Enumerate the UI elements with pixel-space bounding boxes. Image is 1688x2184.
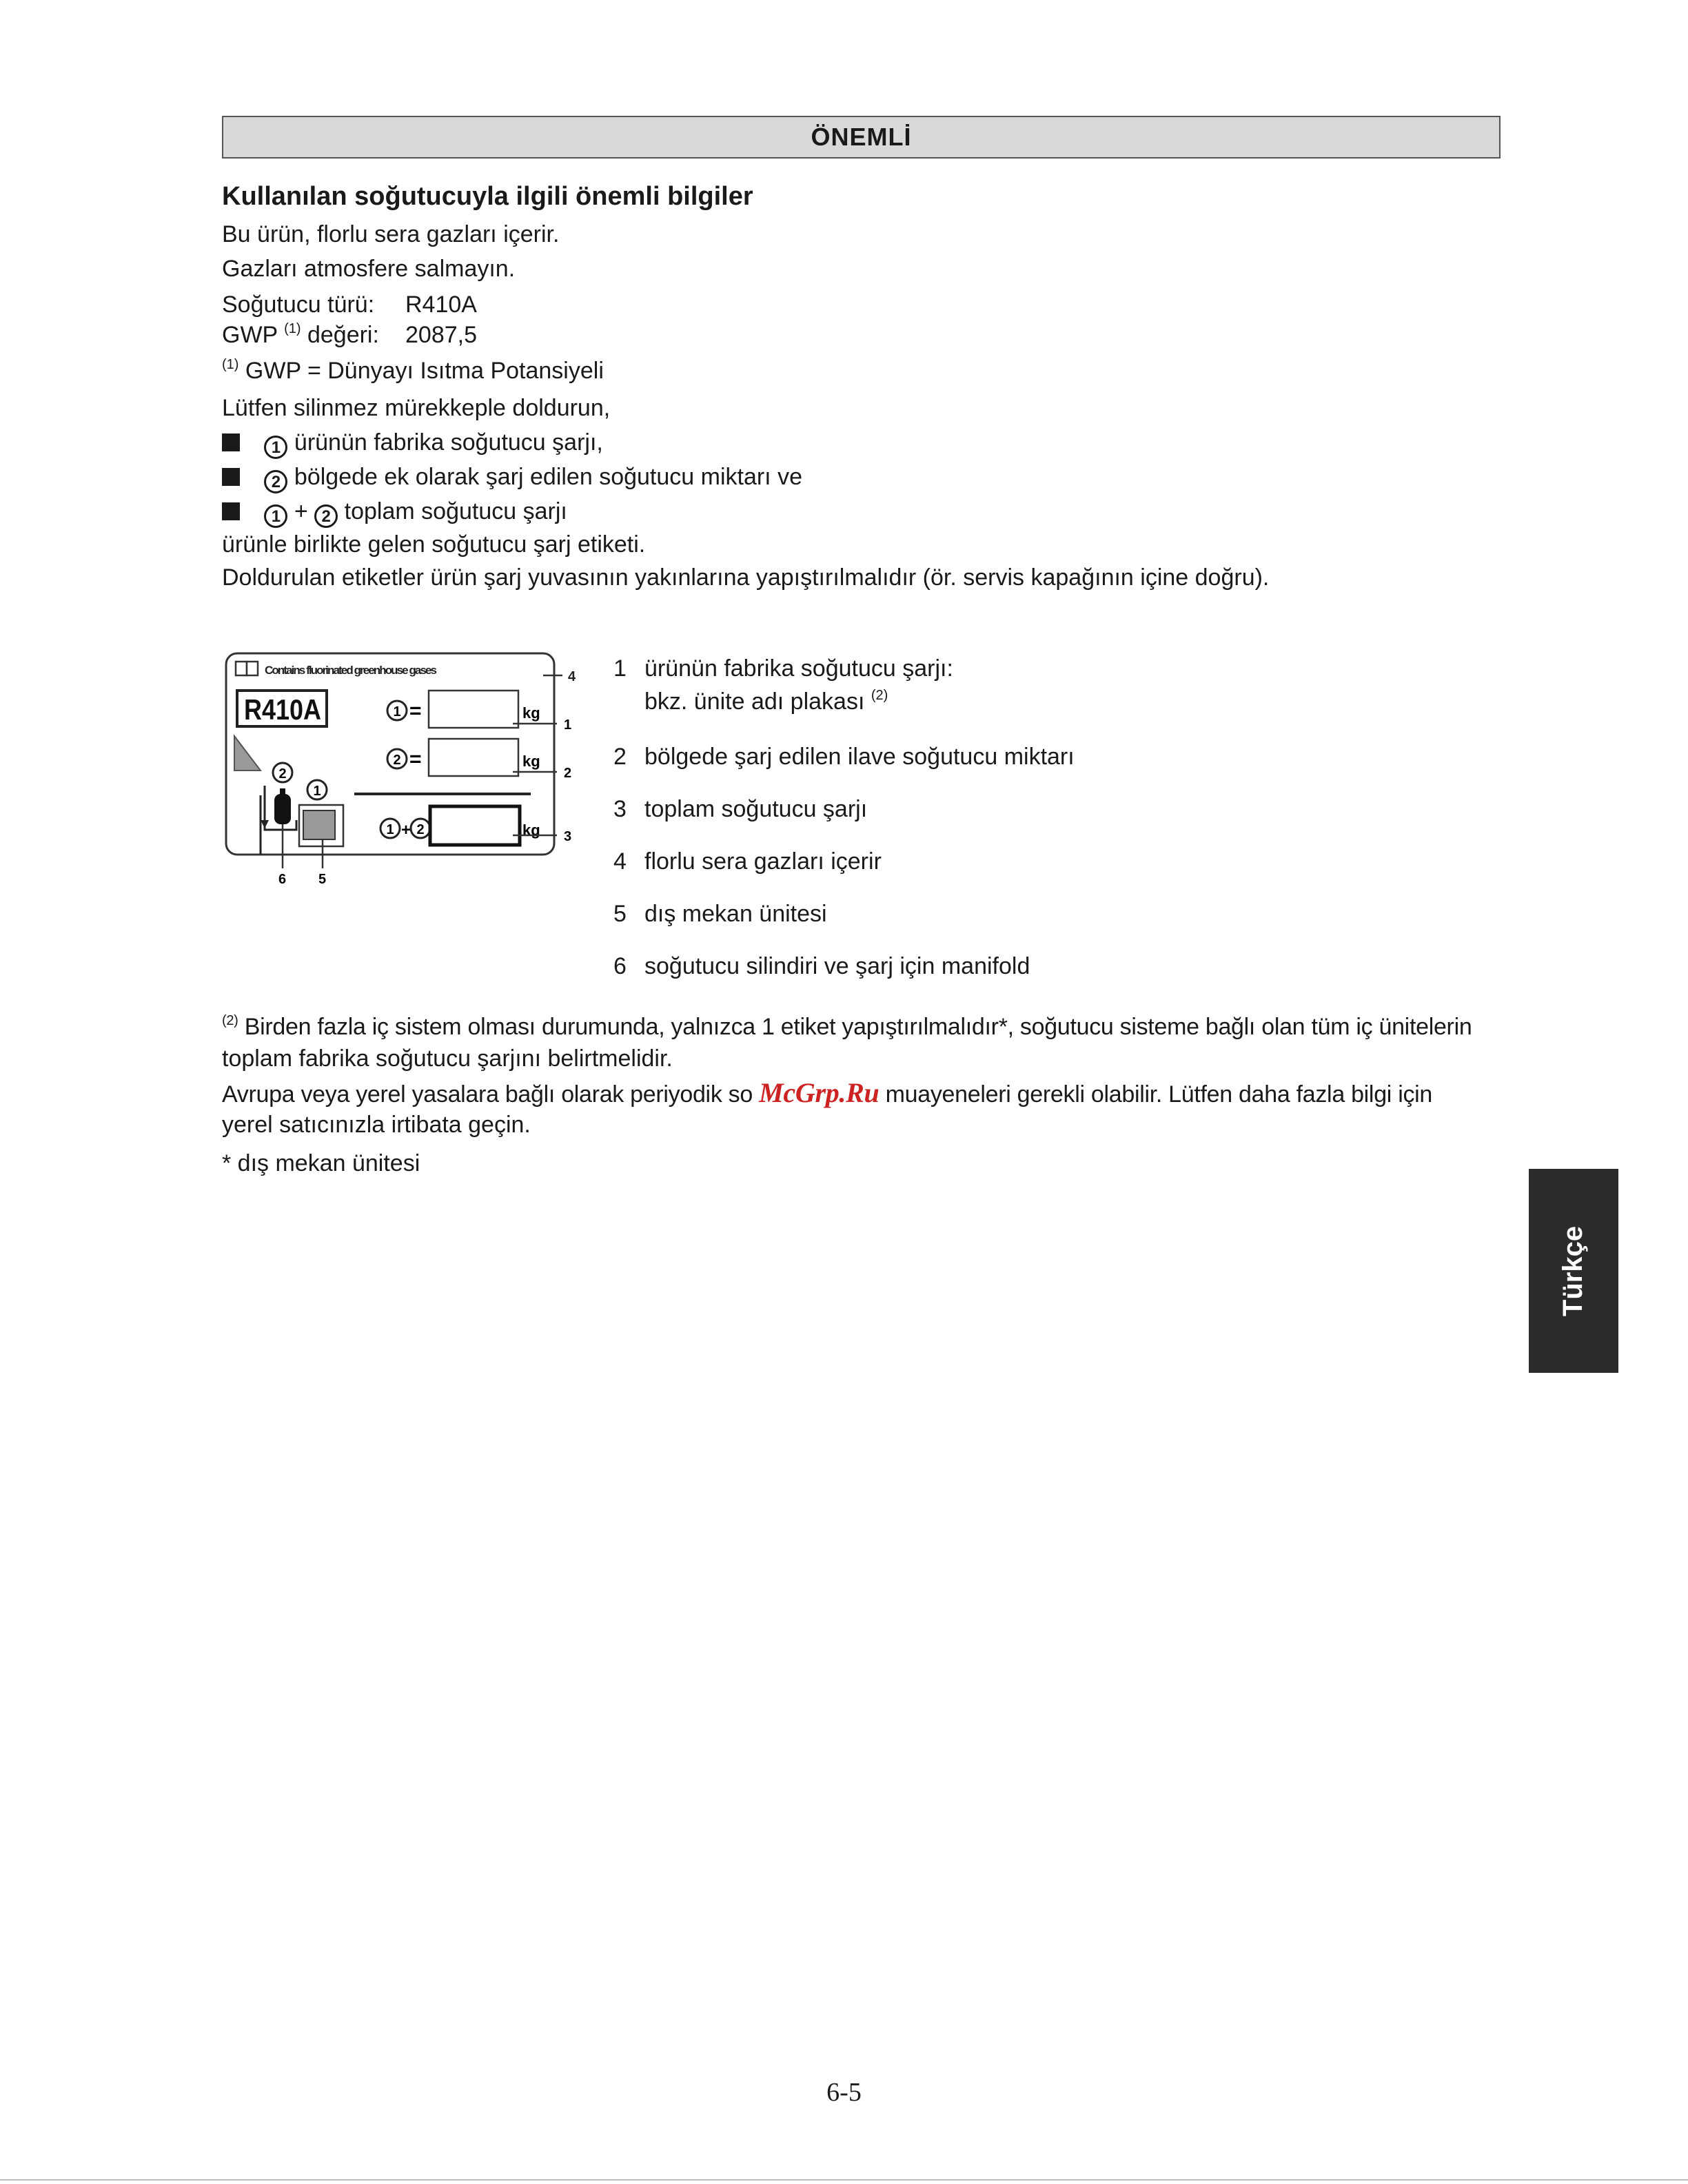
label-header-text: Contains fluorinated greenhouse gases [265,664,437,677]
bullet-3 [222,496,567,528]
callout-1: 1 [564,717,572,733]
label-circle-2c: 2 [278,766,287,782]
legend-item-5 [613,899,827,929]
label-circle-2: 2 [393,753,401,768]
total-charge-box[interactable] [430,806,520,845]
legend-text: ürünün fabrika soğutucu şarjı: [644,655,953,682]
inspection-line-1-a: Avrupa veya yerel yasalara bağlı olarak periyodik so [222,1081,753,1108]
legend-item-4 [613,846,882,877]
outdoor-unit-icon [299,805,343,846]
intro-line-2: Gazları atmosfere salmayın. [222,256,516,282]
bullet-1-text: ürünün fabrika soğutucu şarjı, [294,429,603,456]
legend-text: dış mekan ünitesi [644,901,827,927]
inspection-line-2: yerel satıcınızla irtibata geçin. [222,1112,531,1138]
label-circle-1b: 1 [386,822,394,837]
after-bullets: ürünle birlikte gelen soğutucu şarj etiketi. [222,531,646,558]
label-circle-2b: 2 [416,822,425,837]
inspection-note [222,1078,1432,1110]
callout-3: 3 [564,829,572,844]
legend-item-6 [613,951,1030,981]
label-circle-1c: 1 [313,784,321,799]
asterisk-note: * dış mekan ünitesi [222,1150,420,1176]
circled-number-2: 2 [264,470,287,493]
callout-5: 5 [318,872,327,887]
footnote-2-line-2: toplam fabrika soğutucu şarjını belirtmelidir. [222,1045,673,1072]
label-equals-2: = [409,748,422,770]
footnote-2-sup: (2) [222,1013,238,1028]
gwp-label-suffix: değeri: [307,322,379,348]
label-circle-1: 1 [393,704,401,720]
refrigerant-charge-label-figure [219,648,591,896]
language-tab-label: Türkçe [1558,1225,1589,1316]
gwp-row [222,320,477,350]
additional-charge-box[interactable] [429,739,518,776]
placement-note: Doldurulan etiketler ürün şarj yuvasının yakınlarına yapıştırılmalıdır (ör. servis kapağının içine doğru). [222,564,1270,591]
gwp-value: 2087,5 [405,322,477,348]
footnote-1 [222,356,604,386]
legend-num: 2 [613,744,627,770]
callout-6: 6 [278,872,287,887]
legend-num: 3 [613,796,627,822]
bullet-2 [222,462,802,493]
circled-number-2: 2 [314,504,338,528]
watermark: McGrp.Ru [759,1077,879,1108]
legend-item-1-sub [644,686,888,717]
bullet-2-text: bölgede ek olarak şarj edilen soğutucu miktarı ve [294,464,802,490]
refrigerant-label: Soğutucu türü: [222,292,375,318]
refrigerant-value: R410A [405,292,477,318]
label-refrigerant-type: R410A [244,693,321,726]
footnote-2-line-1: Birden fazla iç sistem olması durumunda, yalnızca 1 etiket yapıştırılmalıdır*, soğutucu sisteme bağlı olan tüm iç ünitelerin [244,1014,1472,1040]
legend-text: soğutucu silindiri ve şarj için manifold [644,953,1030,979]
legend-num: 5 [613,901,627,927]
legend-sub-sup: (2) [871,688,888,703]
bullet-1 [222,427,603,459]
legend-sub-text: bkz. ünite adı plakası [644,688,865,715]
legend-num: 4 [613,848,627,875]
bottom-divider [0,2179,1688,2181]
plus-sign: + [294,498,308,524]
label-kg-2: kg [522,753,540,770]
callout-4: 4 [568,669,576,684]
legend-text: florlu sera gazları içerir [644,848,882,875]
book-icon [236,662,258,675]
important-header-title: ÖNEMLİ [811,123,912,151]
refrigerant-row [222,289,477,320]
circled-number-1: 1 [264,504,287,528]
footnote-1-text: GWP = Dünyayı Isıtma Potansiyeli [245,358,604,384]
gwp-label-sup: (1) [284,321,301,336]
footnote-2 [222,1012,1472,1042]
legend-text: bölgede şarj edilen ilave soğutucu miktarı [644,744,1075,770]
label-kg-3: kg [522,821,540,839]
inspection-line-1-b: muayeneleri gerekli olabilir. Lütfen daha fazla bilgi için [885,1081,1433,1108]
bullet-square-icon [222,468,240,486]
language-tab[interactable] [1529,1169,1618,1373]
legend-item-1 [613,653,953,684]
callout-2: 2 [564,766,572,781]
factory-charge-box[interactable] [429,691,518,728]
legend-text: toplam soğutucu şarjı [644,796,868,822]
bullet-square-icon [222,502,240,520]
section-title: Kullanılan soğutucuyla ilgili önemli bilgiler [222,182,753,211]
legend-item-3 [613,794,867,824]
legend-num: 1 [613,655,627,682]
legend-item-2 [613,742,1075,772]
footnote-1-sup: (1) [222,357,239,372]
page-number: 6-5 [826,2078,862,2107]
bullet-square-icon [222,433,240,451]
fill-intro: Lütfen silinmez mürekkeple doldurun, [222,395,611,421]
label-kg-1: kg [522,704,540,722]
bullet-3-text: toplam soğutucu şarjı [344,498,567,524]
important-header [222,116,1501,159]
label-equals-1: = [409,700,422,722]
legend-num: 6 [613,953,627,979]
intro-line-1: Bu ürün, florlu sera gazları içerir. [222,221,560,247]
gwp-label-prefix: GWP [222,322,278,348]
label-plus: + [401,821,411,839]
circled-number-1: 1 [264,436,287,459]
